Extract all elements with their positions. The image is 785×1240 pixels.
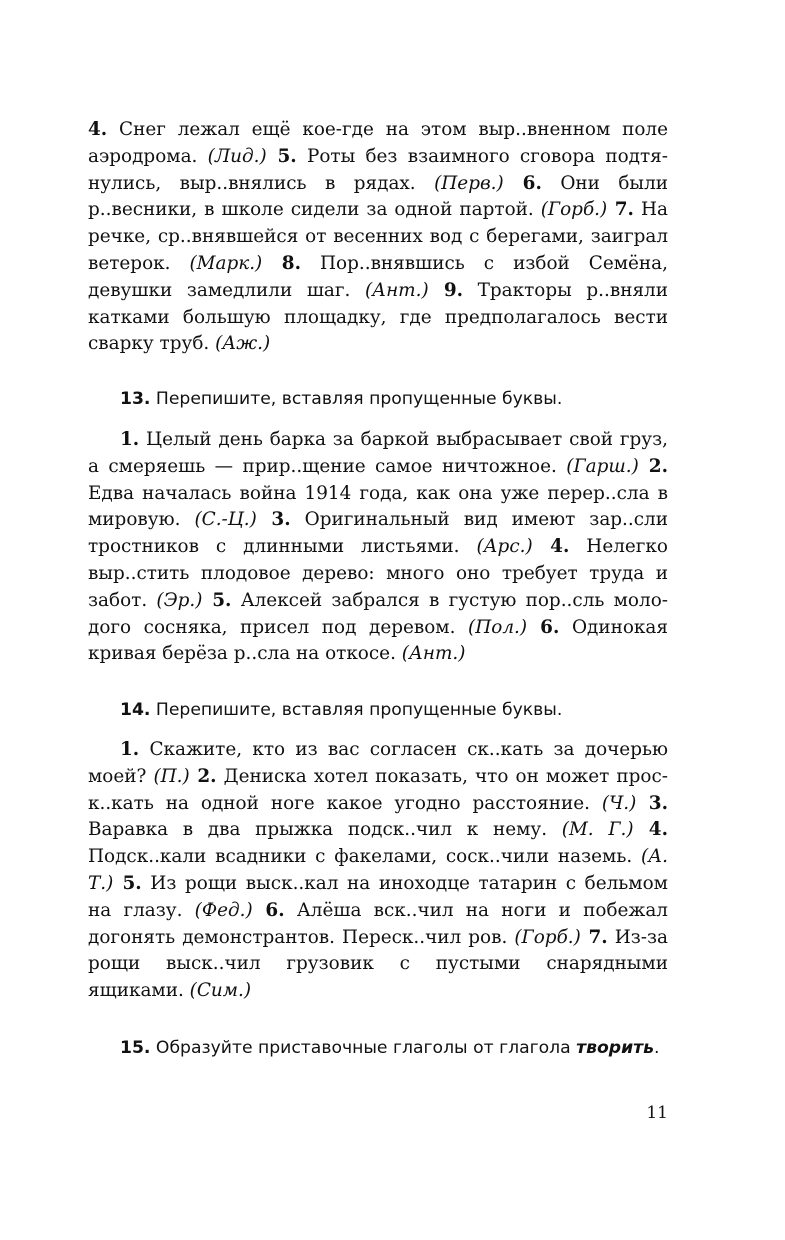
- exercise-13-task: [88, 386, 668, 413]
- sentence-number: 1.: [120, 429, 140, 450]
- source-author: (А. Т.): [88, 846, 668, 894]
- exercise-14-sentences: [88, 737, 668, 1005]
- sentence-number: 3.: [256, 509, 291, 531]
- sentence-text: Оригинальный вид имеют зар..сли тростников с длинными листьями.: [88, 509, 668, 558]
- source-author: (Ант.): [364, 279, 429, 301]
- exercise-14-task: [88, 697, 668, 724]
- sentence-number: 3.: [636, 792, 668, 814]
- exercise-number: 15.: [120, 1038, 151, 1058]
- sentence-text: Из-за рощи выск..чил грузовик с пустыми снарядными ящиками.: [88, 926, 668, 1002]
- sentence-number: 8.: [262, 252, 301, 274]
- exercise-15-task: [88, 1035, 668, 1062]
- sentence-number: 6.: [527, 616, 560, 638]
- sentence-number: 6.: [252, 899, 285, 921]
- source-author: (Аж.): [215, 333, 271, 355]
- sentence-number: 7.: [580, 926, 608, 948]
- sentence-number: 2.: [638, 455, 668, 477]
- source-author: (Арс.): [476, 536, 533, 558]
- sentence-text: Пор..внявшись с избой Семёна, девушки замедлили шаг.: [88, 252, 668, 301]
- source-author: (Сим.): [189, 980, 252, 1002]
- task-instruction: Образуйте приставочные глаголы от глагола: [150, 1038, 577, 1058]
- source-author: (Гарш.): [566, 455, 639, 477]
- sentences-paragraph: [88, 427, 668, 668]
- sentences-paragraph: [88, 117, 668, 358]
- sentence-text: Алёша вск..чил на ноги и побежал догонять демонстрантов. Переск..чил ров.: [88, 899, 668, 948]
- sentence-text: Варавка в два прыжка подск..чил к нему.: [88, 819, 562, 841]
- sentence-text: Подск..кали всадники с факелами, соск..чили наземь.: [88, 846, 642, 868]
- exercise-number: 13.: [120, 389, 151, 409]
- target-verb: творить: [576, 1038, 654, 1058]
- sentence-number: 5.: [266, 145, 297, 167]
- source-author: (Горб.): [540, 199, 608, 221]
- sentence-number: 9.: [428, 279, 464, 301]
- sentence-text: Целый день барка за баркой выбрасывает свой груз, а смеряешь — прир..щение самое ничтожное.: [88, 429, 668, 477]
- exercise-number: 14.: [120, 700, 151, 720]
- source-author: (Перв.): [434, 172, 504, 194]
- source-author: (Горб.): [514, 926, 581, 948]
- sentence-text: Скажите, кто из вас согласен ск..кать за дочерью моей?: [88, 739, 668, 787]
- source-author: (Лид.): [207, 145, 267, 167]
- sentence-number: 5.: [113, 872, 142, 894]
- sentence-text: Снег лежал ещё кое-где на этом выр..вненном поле аэродрома.: [88, 119, 668, 167]
- sentence-text: Одинокая кривая берёза р..сла на откосе.: [88, 616, 668, 665]
- sentence-number: 7.: [607, 199, 634, 221]
- sentence-text: Едва началась война 1914 года, как она уже перер..сла в мировую.: [88, 482, 668, 531]
- source-author: (С.-Ц.): [194, 509, 257, 531]
- sentence-number: 4.: [88, 119, 108, 140]
- sentence-text: Тракторы р..вняли катками большую площадку, где предполагалось вести сварку труб.: [88, 279, 668, 355]
- sentence-number: 5.: [202, 589, 232, 611]
- sentence-text: Алексей забрался в густую пор..сль молодого сосняка, присел под деревом.: [88, 589, 668, 638]
- task-instruction: Перепишите, вставляя пропущенные буквы.: [150, 700, 563, 720]
- source-author: (Ант.): [401, 643, 466, 665]
- sentence-text: Дениска хотел показать, что он может проск..кать на одной ноге какое угодно расстояние.: [88, 765, 668, 814]
- source-author: (Фед.): [194, 899, 253, 921]
- sentence-number: 1.: [120, 739, 140, 760]
- source-author: (Марк.): [189, 252, 263, 274]
- sentence-number: 4.: [532, 536, 570, 558]
- sentences-paragraph: [88, 737, 668, 1005]
- sentence-text: Нелегко выр..стить плодовое дерево: много оно требует труда и забот.: [88, 536, 668, 611]
- sentence-text: Они были р..весники, в школе сидели за одной партой.: [88, 172, 669, 221]
- source-author: (Ч.): [601, 792, 637, 814]
- task-instruction: Перепишите, вставляя пропущенные буквы.: [150, 389, 563, 409]
- sentence-number: 2.: [189, 765, 217, 787]
- sentence-number: 4.: [633, 819, 668, 841]
- source-author: (Эр.): [156, 589, 203, 611]
- sentence-number: 6.: [503, 172, 542, 194]
- source-author: (М. Г.): [561, 819, 634, 841]
- source-author: (Пол.): [468, 616, 528, 638]
- sentence-text: На речке, ср..внявшейся от весенних вод с берегами, заиграл ветерок.: [88, 199, 668, 274]
- source-author: (П.): [153, 765, 190, 787]
- exercise-12-sentences: [88, 117, 668, 358]
- task-end-punct: .: [653, 1038, 660, 1058]
- page-number: 11: [646, 1103, 668, 1123]
- sentence-text: Из рощи выск..кал на иноходце татарин с бельмом на глазу.: [88, 872, 668, 921]
- exercise-13-sentences: [88, 427, 668, 668]
- sentence-text: Роты без взаимного сговора подтянулись, выр..внялись в рядах.: [88, 145, 668, 194]
